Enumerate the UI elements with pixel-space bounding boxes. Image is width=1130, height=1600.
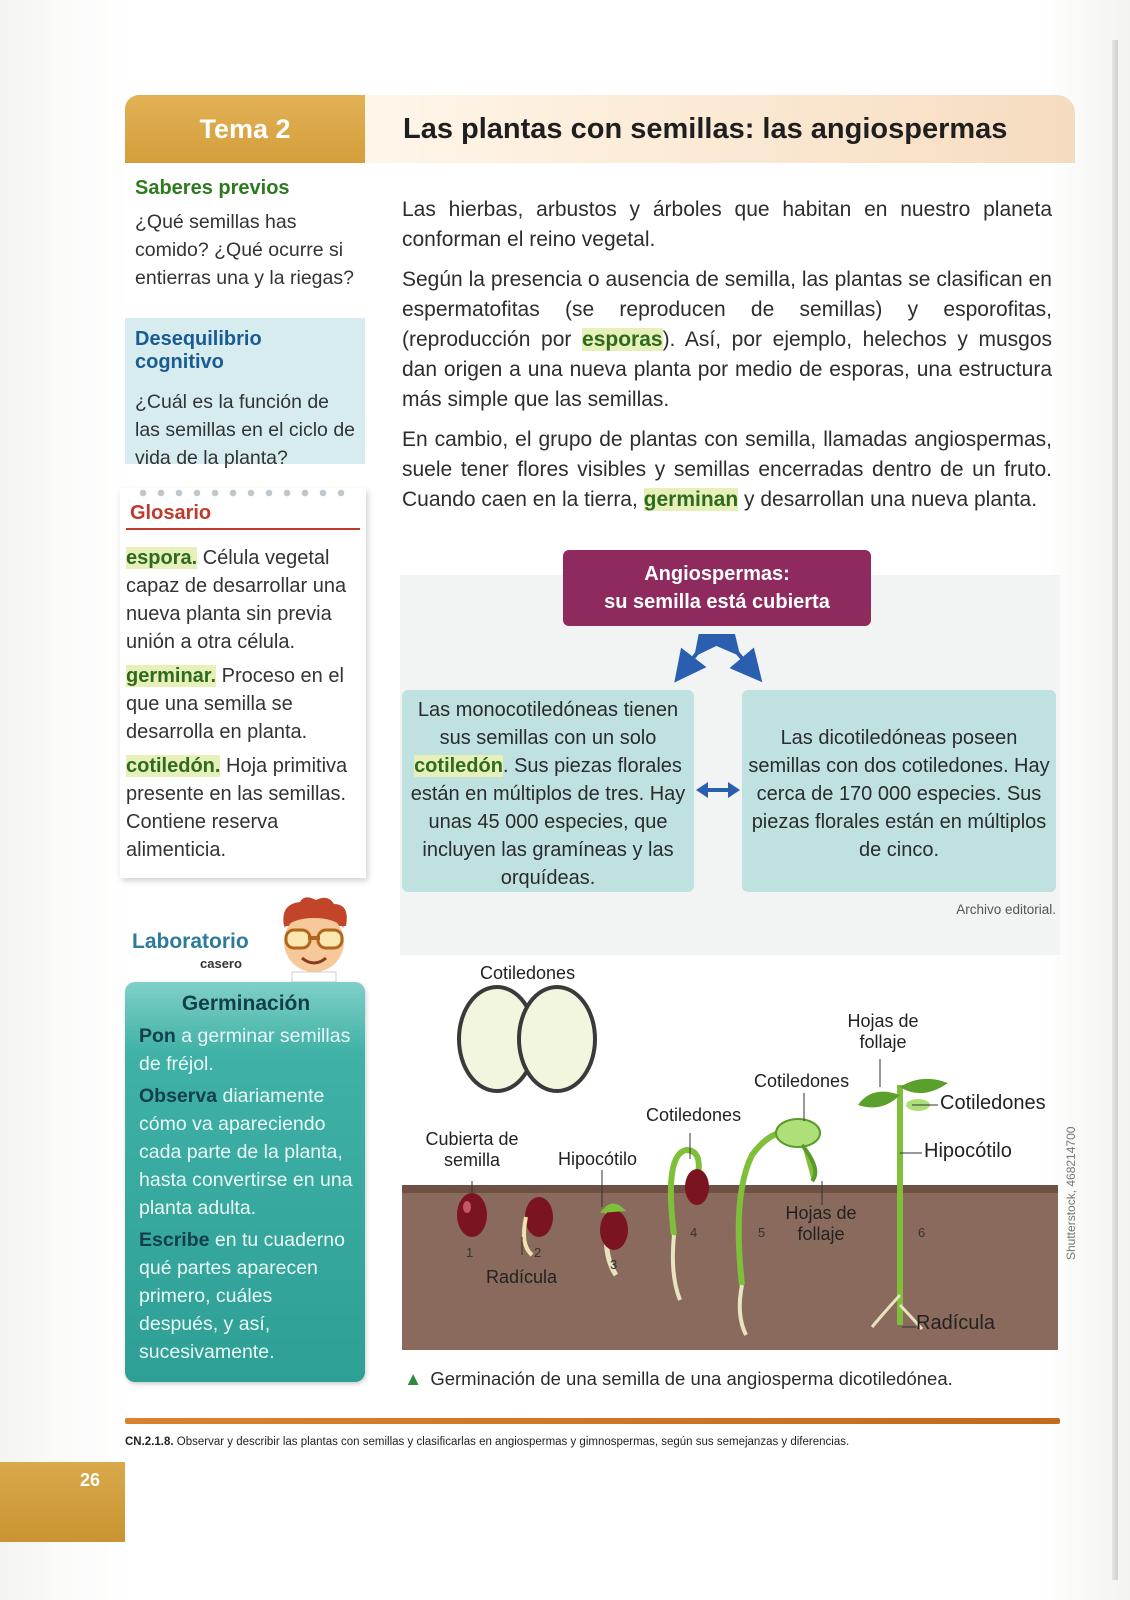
lab-step-text: diariamente cómo va apareciendo cada parte de la planta, hasta convertirse en una planta adulta. [139, 1085, 353, 1219]
label-radicula-6: Radícula [916, 1312, 995, 1334]
stage-number: 5 [758, 1225, 766, 1240]
laboratorio-title: Laboratorio [132, 930, 249, 953]
notebook-spiral [134, 488, 352, 498]
lab-step-verb: Pon [139, 1025, 176, 1047]
desequilibrio-heading: Desequilibrio cognitivo [135, 328, 262, 373]
term-germinan: germinan [643, 488, 739, 511]
label-hipocotilo-mid: Hipocótilo [558, 1149, 638, 1169]
lab-step-verb: Escribe [139, 1229, 210, 1251]
stage-number: 3 [610, 1257, 618, 1272]
title-bar [365, 95, 1075, 163]
stage-number: 2 [534, 1245, 542, 1260]
term-cotiledon: cotiledón [414, 755, 503, 777]
desequilibrio-text: ¿Cuál es la función de las semillas en el ciclo de vida de la planta? [135, 391, 356, 469]
glossary-entry [126, 544, 360, 656]
label-radicula-mid: Radícula [486, 1267, 558, 1287]
lab-step-text: en tu cuaderno qué partes aparecen primero, cuáles después, y así, sucesivamente. [139, 1229, 345, 1363]
label-hojas-5: Hojas de follaje [785, 1203, 857, 1244]
label-cotiledones-top: Cotiledones [480, 963, 576, 983]
glossary-entry [126, 752, 360, 864]
desequilibrio-box [125, 318, 365, 469]
label-hipocotilo-6: Hipocótilo [924, 1140, 1012, 1162]
dicotiledoneas-box: Las dicotiledóneas poseen semillas con dos cotiledones. Hay cerca de 170 000 especies. Sus piezas florales están en múltiplos de cinco. [742, 690, 1056, 892]
glossary-term: germinar. [126, 665, 217, 687]
label-cotiledones-6: Cotiledones [940, 1092, 1046, 1114]
laboratorio-subtitle: casero [200, 956, 242, 971]
lab-step [139, 1022, 353, 1078]
split-arrows-icon [670, 634, 770, 684]
term-esporas: esporas [582, 328, 663, 351]
page-edge [1112, 40, 1118, 1580]
angiospermas-box [563, 550, 871, 626]
label-cotiledones-5: Cotiledones [754, 1071, 850, 1091]
glossary-term: cotiledón. [126, 755, 221, 777]
paragraph-3 [402, 425, 1052, 515]
monocotiledoneas-box [402, 690, 694, 892]
stage-number: 1 [466, 1245, 474, 1260]
scientist-icon [270, 896, 358, 982]
glossary-entry [126, 662, 360, 746]
saberes-heading: Saberes previos [135, 177, 290, 199]
mono-text-a: Las monocotiledóneas tienen sus semillas con un solo [417, 699, 679, 749]
glossary-def: Hoja primitiva presente en las semillas. Contiene reserva alimenticia. [126, 755, 348, 861]
tema-label: Tema 2 [125, 95, 365, 163]
angiospermas-line-2: su semilla está cubierta [604, 591, 830, 613]
page-number: 26 [80, 1470, 101, 1490]
glosario-box [120, 488, 366, 878]
paragraph-3-a: En cambio, el grupo de plantas con semilla, llamadas angiospermas, suele tener flores visibles y semillas encerradas dentro de un fruto. Cuando caen en la tierra, [402, 428, 1052, 511]
footer-text [125, 1436, 849, 1448]
page-tab [0, 1462, 125, 1542]
germinacion-title: Germinación [181, 992, 311, 1015]
lab-step-verb: Observa [139, 1085, 218, 1107]
label-cotiledones-mid: Cotiledones [646, 1105, 742, 1125]
label-hojas-top: Hojas de follaje [847, 1011, 919, 1052]
lab-step [139, 1082, 353, 1222]
curriculum-text: Observar y describir las plantas con semillas y clasificarlas en angiospermas y gimnospermas, según sus semejanzas y diferencias. [173, 1436, 850, 1448]
glossary-def: Célula vegetal capaz de desarrollar una nueva planta sin previa unión a otra célula. [126, 547, 347, 653]
triangle-icon: ▲ [404, 1368, 423, 1389]
page-title: Las plantas con semillas: las angiospermas [403, 112, 1008, 145]
glossary-term: espora. [126, 547, 198, 569]
saberes-text: ¿Qué semillas has comido? ¿Qué ocurre si entierras una y la riegas? [135, 211, 354, 289]
mono-text-b: . Sus piezas florales están en múltiplos de tres. Hay unas 45 000 especies, que incluyen las gramíneas y las orquídeas. [410, 755, 686, 889]
source-note: Archivo editorial. [956, 902, 1056, 917]
germinacion-box [125, 982, 365, 1382]
glosario-heading: Glosario [126, 502, 360, 530]
stage-number: 4 [690, 1225, 698, 1240]
paragraph-2 [402, 265, 1052, 415]
paragraph-2-b: ). Así, por ejemplo, helechos y musgos dan origen a una nueva planta por medio de esporas, una estructura más simple que las semillas. [402, 328, 1053, 411]
footer-rule [125, 1418, 1060, 1424]
label-cubierta: Cubierta de semilla [425, 1129, 519, 1170]
caption-text: Germinación de una semilla de una angiosperma dicotiledónea. [430, 1368, 953, 1389]
double-arrow-icon [694, 778, 742, 802]
image-credit: Shutterstock, 468214700 [1064, 1126, 1078, 1260]
germination-diagram [402, 955, 1062, 1395]
paragraph-1: Las hierbas, arbustos y árboles que habitan en nuestro planeta conforman el reino vegetal. [402, 198, 1052, 251]
glossary-def: Proceso en el que una semilla se desarrolla en planta. [126, 665, 344, 743]
angiospermas-line-1: Angiospermas: [644, 563, 790, 585]
lab-step [139, 1226, 353, 1366]
saberes-previos-box [125, 163, 365, 311]
paragraph-2-a: Según la presencia o ausencia de semilla, las plantas se clasifican en espermatofitas (se reproducen de semillas) y esporofitas, (reproducción por [402, 268, 1052, 351]
paragraph-3-b: y desarrollan una nueva planta. [738, 488, 1038, 511]
figure-caption [404, 1368, 953, 1390]
lab-step-text: a germinar semillas de fréjol. [139, 1025, 351, 1075]
main-text [402, 195, 1052, 525]
curriculum-code: CN.2.1.8. [125, 1436, 174, 1448]
stage-number: 6 [918, 1225, 926, 1240]
